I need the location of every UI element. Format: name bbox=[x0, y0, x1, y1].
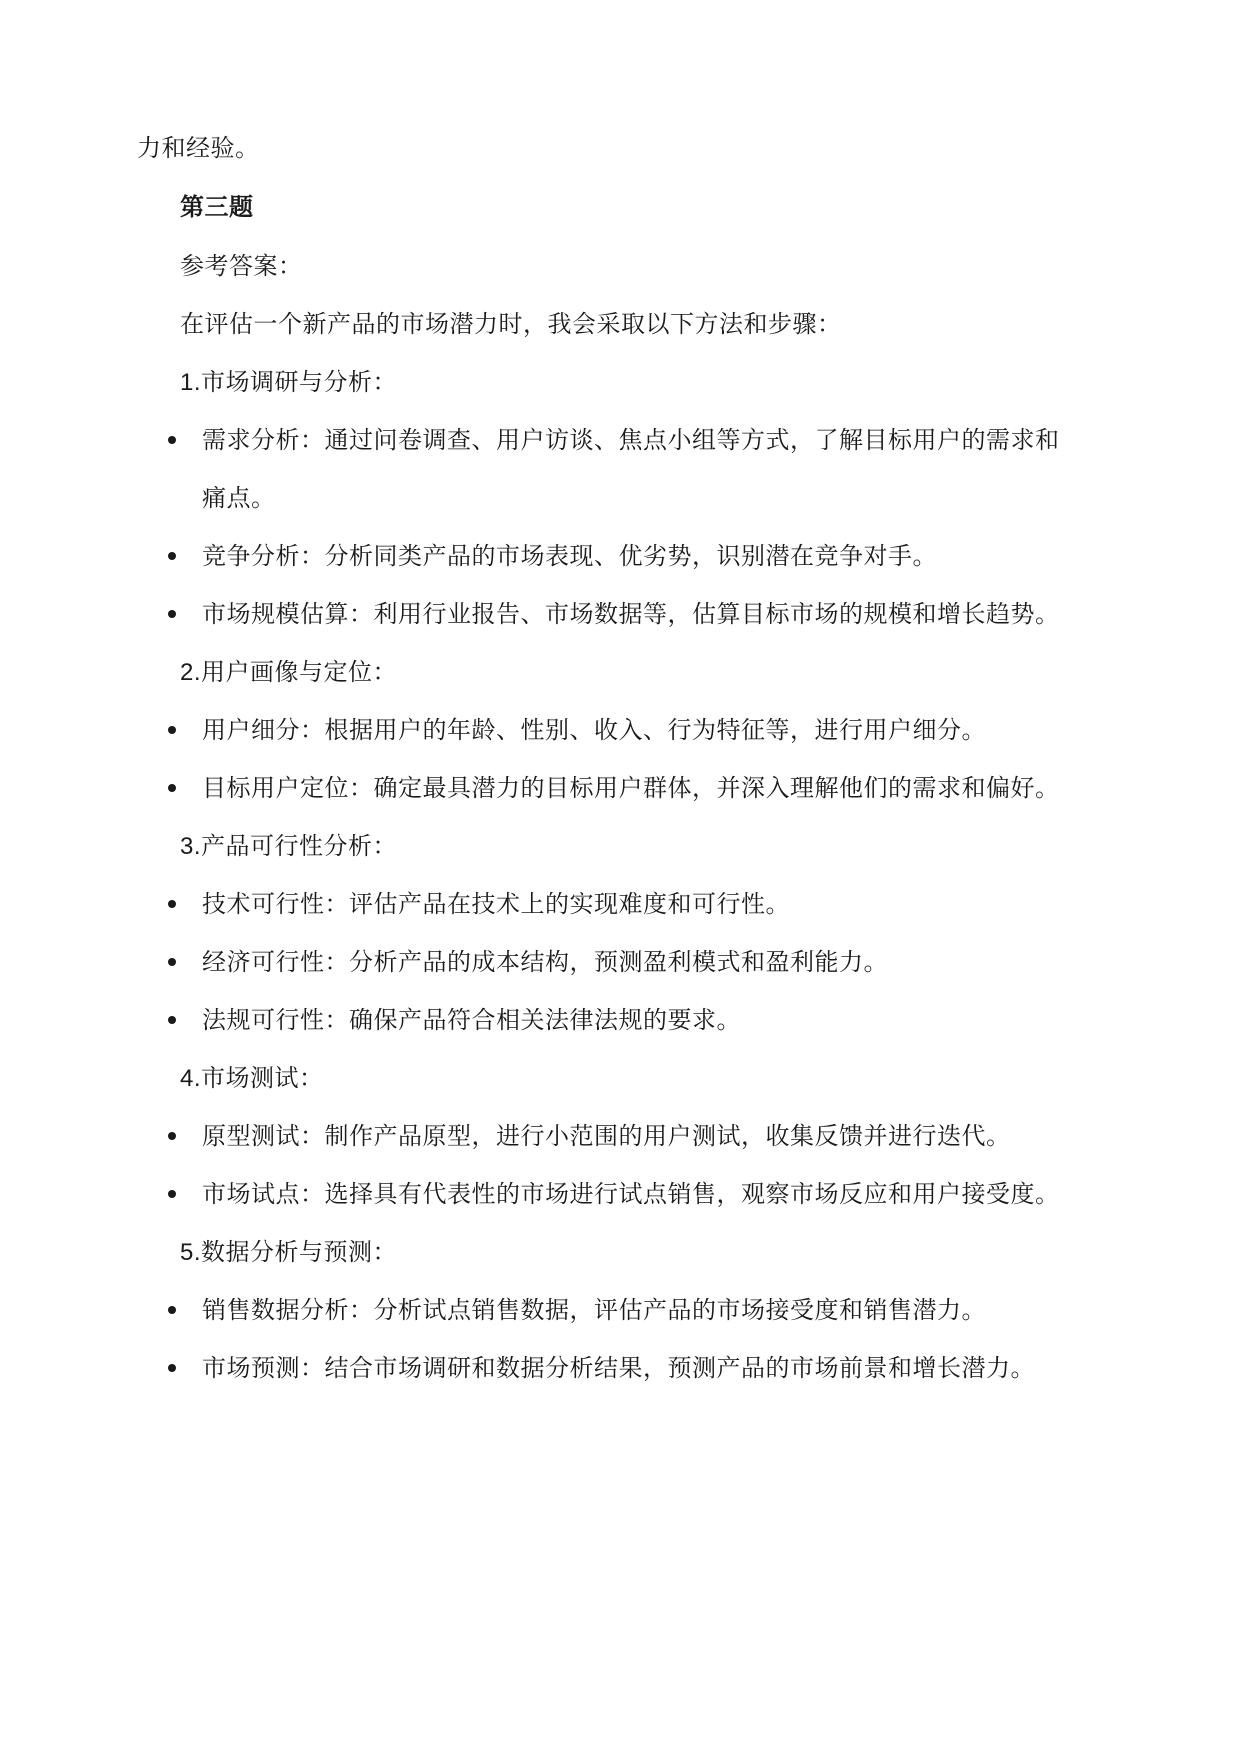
step-heading bbox=[180, 1236, 397, 1269]
intro-paragraph: 在评估一个新产品的市场潜力时，我会采取以下方法和步骤： bbox=[180, 310, 842, 338]
step-number: 5. bbox=[180, 1239, 202, 1266]
bullet-icon bbox=[168, 726, 176, 734]
bullet-icon bbox=[168, 1190, 176, 1198]
bullet-icon bbox=[168, 1364, 176, 1372]
step-number: 3. bbox=[180, 833, 202, 860]
bullet-icon bbox=[168, 958, 176, 966]
bullet-icon bbox=[168, 552, 176, 560]
bullet-icon bbox=[168, 784, 176, 792]
list-item: 目标用户定位：确定最具潜力的目标用户群体，并深入理解他们的需求和偏好。 bbox=[202, 774, 1060, 802]
list-item: 市场规模估算：利用行业报告、市场数据等，估算目标市场的规模和增长趋势。 bbox=[202, 600, 1060, 628]
list-item: 技术可行性：评估产品在技术上的实现难度和可行性。 bbox=[202, 890, 790, 918]
step-heading-text: 用户画像与定位： bbox=[201, 658, 398, 686]
bullet-icon bbox=[168, 436, 176, 444]
step-heading-text: 市场测试： bbox=[201, 1064, 324, 1092]
list-item-continuation: 痛点。 bbox=[202, 484, 276, 512]
list-item: 市场试点：选择具有代表性的市场进行试点销售，观察市场反应和用户接受度。 bbox=[202, 1180, 1060, 1208]
list-item: 销售数据分析：分析试点销售数据，评估产品的市场接受度和销售潜力。 bbox=[202, 1296, 986, 1324]
bullet-icon bbox=[168, 1016, 176, 1024]
section-title: 第三题 bbox=[180, 192, 254, 221]
bullet-icon bbox=[168, 610, 176, 618]
step-heading bbox=[180, 656, 397, 689]
step-heading-text: 数据分析与预测： bbox=[201, 1238, 398, 1266]
step-heading bbox=[180, 366, 397, 399]
step-number: 1. bbox=[180, 369, 202, 396]
list-item: 需求分析：通过问卷调查、用户访谈、焦点小组等方式，了解目标用户的需求和 bbox=[202, 426, 1060, 454]
bullet-icon bbox=[168, 900, 176, 908]
list-item: 经济可行性：分析产品的成本结构，预测盈利模式和盈利能力。 bbox=[202, 948, 888, 976]
step-number: 4. bbox=[180, 1065, 202, 1092]
list-item: 竞争分析：分析同类产品的市场表现、优劣势，识别潜在竞争对手。 bbox=[202, 542, 937, 570]
list-item: 用户细分：根据用户的年龄、性别、收入、行为特征等，进行用户细分。 bbox=[202, 716, 986, 744]
step-heading bbox=[180, 830, 397, 863]
list-item: 原型测试：制作产品原型，进行小范围的用户测试，收集反馈并进行迭代。 bbox=[202, 1122, 1011, 1150]
step-heading-text: 产品可行性分析： bbox=[201, 832, 398, 860]
step-heading-text: 市场调研与分析： bbox=[201, 368, 398, 396]
step-heading bbox=[180, 1062, 324, 1095]
bullet-icon bbox=[168, 1132, 176, 1140]
list-item: 法规可行性：确保产品符合相关法律法规的要求。 bbox=[202, 1006, 741, 1034]
list-item: 市场预测：结合市场调研和数据分析结果，预测产品的市场前景和增长潜力。 bbox=[202, 1354, 1035, 1382]
bullet-icon bbox=[168, 1306, 176, 1314]
continuation-text: 力和经验。 bbox=[137, 134, 260, 162]
step-number: 2. bbox=[180, 659, 202, 686]
answer-label: 参考答案： bbox=[180, 252, 303, 280]
